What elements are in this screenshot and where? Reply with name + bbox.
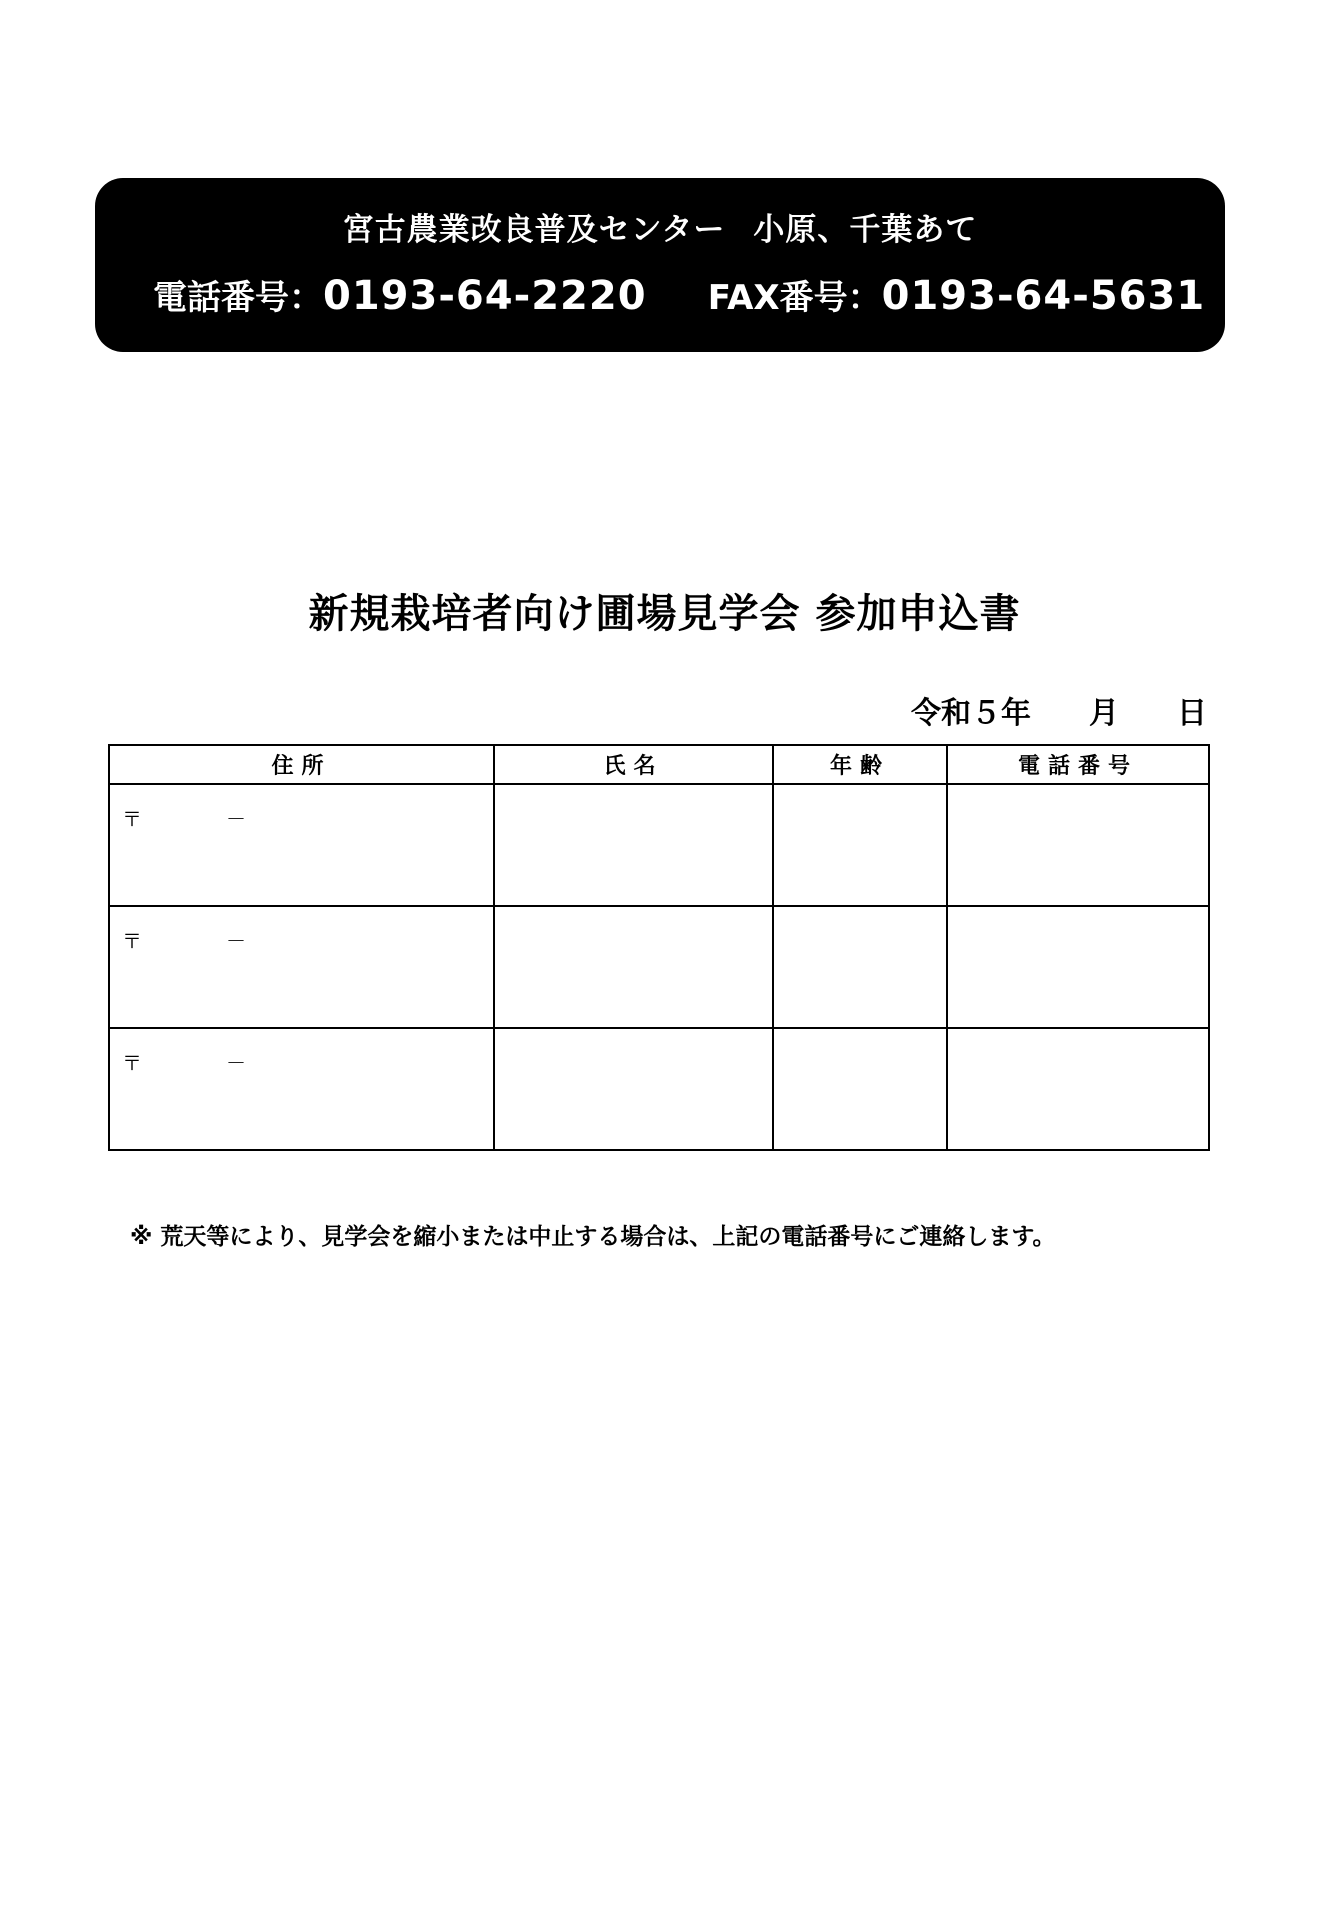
phone-cell[interactable] [947,906,1209,1028]
contact-numbers-line [153,270,1205,319]
postal-mark: 〒 [122,807,142,831]
fax-number: 0193-64-5631 [881,273,1206,319]
postal-code-field [110,907,493,954]
date-line [911,688,1207,732]
table-row [109,906,1209,1028]
application-table [108,744,1210,1151]
header-address: 住所 [109,745,494,784]
age-cell[interactable] [773,906,947,1028]
postal-dash: － [226,1051,246,1075]
cancellation-note: ※ 荒天等により、見学会を縮小または中止する場合は、上記の電話番号にご連絡します。 [130,1224,1056,1250]
header-phone: 電話番号 [947,745,1209,784]
table-header-row [109,745,1209,784]
header-name: 氏名 [494,745,773,784]
name-cell[interactable] [494,1028,773,1150]
postal-dash: － [226,807,246,831]
age-cell[interactable] [773,784,947,906]
age-cell[interactable] [773,1028,947,1150]
postal-mark: 〒 [122,929,142,953]
table-row [109,784,1209,906]
postal-code-field [110,785,493,832]
address-cell[interactable] [109,906,494,1028]
table-row [109,1028,1209,1150]
name-cell[interactable] [494,906,773,1028]
postal-mark: 〒 [122,1051,142,1075]
postal-code-field [110,1029,493,1076]
date-day: 日 [1177,696,1207,731]
phone-number: 0193-64-2220 [323,273,647,319]
date-era-year: 令和５年 [911,696,1031,731]
address-cell[interactable] [109,784,494,906]
postal-dash: － [226,929,246,953]
date-month: 月 [1089,696,1119,731]
header-age: 年齢 [773,745,947,784]
contact-banner [95,178,1225,352]
form-title: 新規栽培者向け圃場見学会 参加申込書 [308,591,1021,637]
recipient-names: 小原、千葉あて [753,212,978,248]
address-cell[interactable] [109,1028,494,1150]
fax-label: FAX番号： [707,278,882,318]
name-cell[interactable] [494,784,773,906]
phone-cell[interactable] [947,784,1209,906]
phone-cell[interactable] [947,1028,1209,1150]
recipient-line [95,204,1225,249]
phone-label: 電話番号： [153,278,323,318]
recipient-org: 宮古農業改良普及センター [342,212,726,248]
